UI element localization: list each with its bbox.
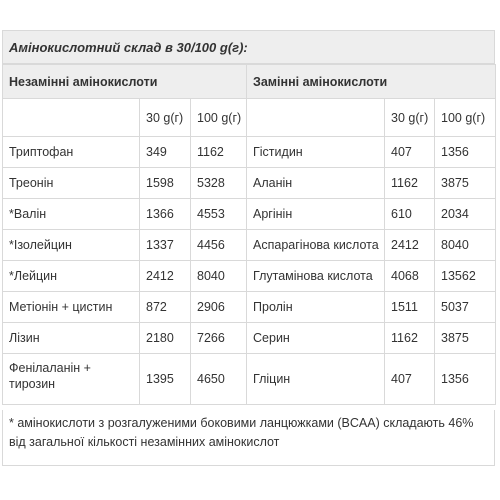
nonessential-name: Глутамінова кислота [247,261,385,292]
bcaa-footnote: * амінокислоти з розгалуженими боковими ланцюжками (BCAA) складають 46% від загальної кількості незамінних амінокислот [2,410,495,466]
table-row [3,261,496,292]
essential-100: 4553 [191,199,247,230]
nonessential-name: Гліцин [247,354,385,405]
essential-name: Метіонін + цистин [3,292,140,323]
essential-name: *Лейцин [3,261,140,292]
nonessential-100: 2034 [435,199,496,230]
table-row [3,354,496,405]
nonessential-100: 13562 [435,261,496,292]
nonessential-name: Аланін [247,168,385,199]
table-row [3,292,496,323]
essential-30: 1337 [140,230,191,261]
table-row [3,199,496,230]
essential-30: 1598 [140,168,191,199]
essential-unit-30: 30 g(г) [140,99,191,137]
units-row [3,99,496,137]
essential-100: 8040 [191,261,247,292]
nonessential-name: Аргінін [247,199,385,230]
essential-name: Фенілаланін + тирозин [3,354,140,405]
table-title: Амінокислотний склад в 30/100 g(г): [2,30,495,64]
nonessential-100: 3875 [435,168,496,199]
nonessential-30: 2412 [385,230,435,261]
blank-cell [3,99,140,137]
essential-30: 2412 [140,261,191,292]
nonessential-name: Аспарагінова кислота [247,230,385,261]
nonessential-name: Гістидин [247,137,385,168]
nonessential-30: 1162 [385,323,435,354]
nonessential-100: 3875 [435,323,496,354]
blank-cell [247,99,385,137]
essential-header: Незамінні амінокислоти [3,65,247,99]
section-header-row [3,65,496,99]
essential-100: 4650 [191,354,247,405]
table-row [3,168,496,199]
essential-100: 1162 [191,137,247,168]
essential-30: 872 [140,292,191,323]
table-row [3,323,496,354]
nonessential-30: 610 [385,199,435,230]
nonessential-header: Замінні амінокислоти [247,65,496,99]
essential-30: 1395 [140,354,191,405]
table-row [3,137,496,168]
essential-100: 7266 [191,323,247,354]
nonessential-30: 1162 [385,168,435,199]
nonessential-30: 1511 [385,292,435,323]
nonessential-name: Серин [247,323,385,354]
essential-100: 4456 [191,230,247,261]
nonessential-unit-100: 100 g(г) [435,99,496,137]
nonessential-unit-30: 30 g(г) [385,99,435,137]
essential-name: Лізин [3,323,140,354]
nonessential-100: 1356 [435,137,496,168]
amino-acid-table [2,64,496,405]
essential-100: 2906 [191,292,247,323]
essential-30: 2180 [140,323,191,354]
essential-name: *Ізолейцин [3,230,140,261]
essential-30: 1366 [140,199,191,230]
essential-100: 5328 [191,168,247,199]
essential-name: *Валін [3,199,140,230]
essential-unit-100: 100 g(г) [191,99,247,137]
nonessential-100: 1356 [435,354,496,405]
table-row [3,230,496,261]
essential-30: 349 [140,137,191,168]
nonessential-30: 407 [385,137,435,168]
nonessential-name: Пролін [247,292,385,323]
essential-name: Триптофан [3,137,140,168]
essential-name: Треонін [3,168,140,199]
nonessential-100: 5037 [435,292,496,323]
nonessential-30: 407 [385,354,435,405]
nonessential-30: 4068 [385,261,435,292]
nonessential-100: 8040 [435,230,496,261]
